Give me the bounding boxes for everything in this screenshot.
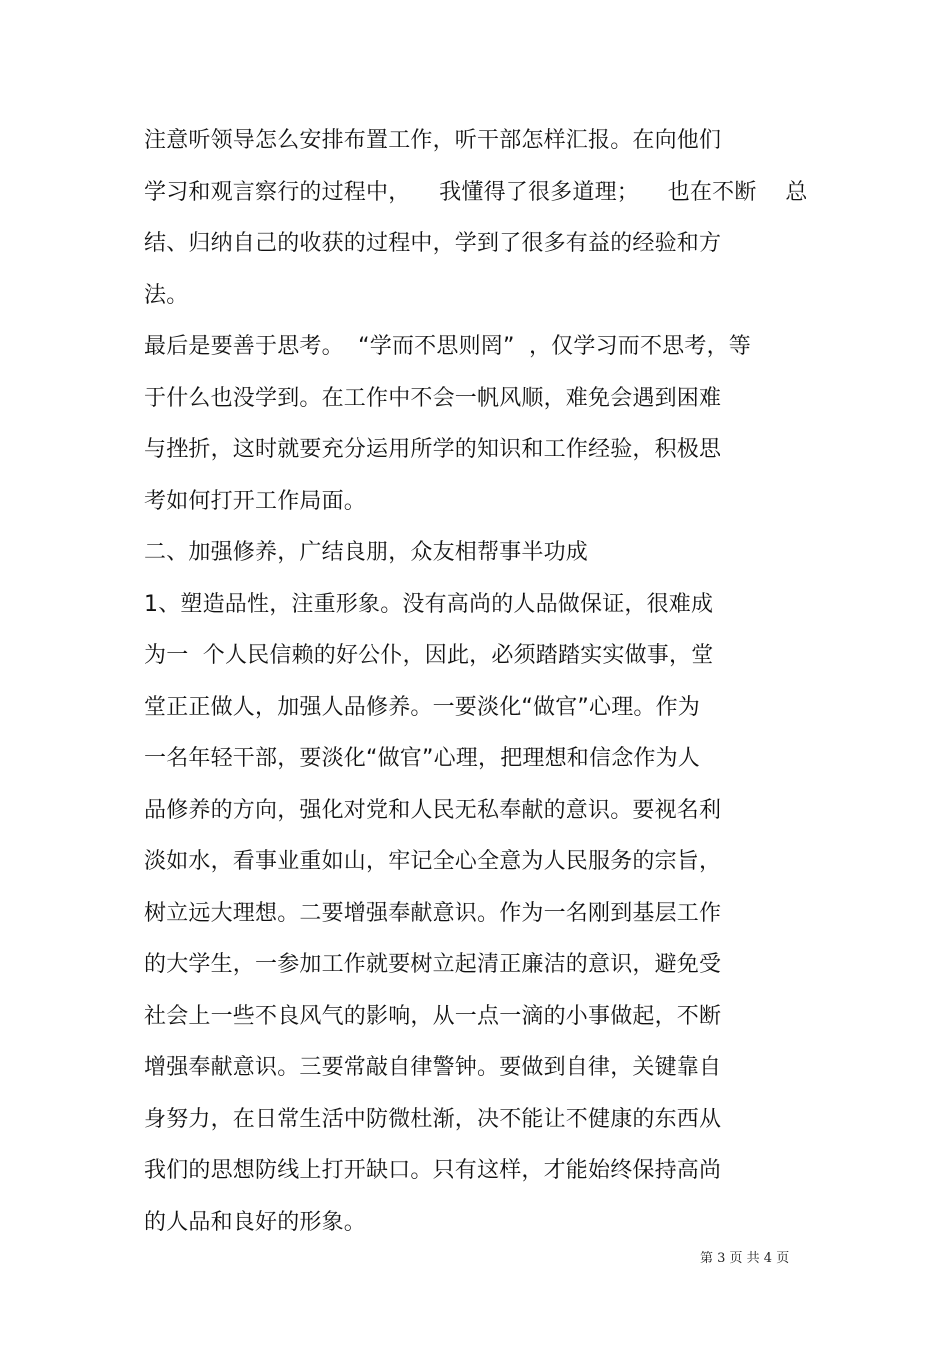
text-line: 1、塑造品性，注重形象。没有高尚的人品做保证，很难成 <box>144 591 714 617</box>
section-heading: 二、加强修养，广结良朋，众友相帮事半功成 <box>144 540 589 565</box>
text-line: 一名年轻干部，要淡化“做官”心理，把理想和信念作为人 <box>144 746 700 771</box>
text-line: 法。 <box>144 282 189 308</box>
text-line: 淡如水，看事业重如山，牢记全心全意为人民服务的宗旨， <box>144 849 722 874</box>
text-line: 为一 个人民信赖的好公仆，因此，必须踏踏实实做事，堂 <box>144 643 714 668</box>
text-line: 树立远大理想。二要增强奉献意识。作为一名刚到基层工作 <box>144 900 722 926</box>
page-number-footer: 第 3 页 共 4 页 <box>700 1251 790 1266</box>
text-line: 考如何打开工作局面。 <box>144 488 367 514</box>
text-line: 于什么也没学到。在工作中不会一帆风顺，难免会遇到困难 <box>144 385 722 411</box>
text-line: 注意听领导怎么安排布置工作，听干部怎样汇报。在向他们 <box>144 128 722 153</box>
text-line: 的人品和良好的形象。 <box>144 1209 367 1235</box>
body-text <box>144 121 844 1254</box>
text-line: 的大学生，一参加工作就要树立起清正廉洁的意识，避免受 <box>144 952 722 977</box>
text-line: 最后是要善于思考。 “学而不思则罔” ，仅学习而不思考，等 <box>144 334 751 359</box>
text-line: 品修养的方向，强化对党和人民无私奉献的意识。要视名利 <box>144 797 722 823</box>
text-line: 结、归纳自己的收获的过程中，学到了很多有益的经验和方 <box>144 231 722 256</box>
text-line: 我们的思想防线上打开缺口。只有这样，才能始终保持高尚 <box>144 1158 722 1183</box>
text-line: 社会上一些不良风气的影响，从一点一滴的小事做起，不断 <box>144 1003 722 1029</box>
text-line: 增强奉献意识。三要常敲自律警钟。要做到自律，关键靠自 <box>144 1055 722 1080</box>
text-line: 与挫折，这时就要充分运用所学的知识和工作经验，积极思 <box>144 437 722 462</box>
text-line: 堂正正做人，加强人品修养。一要淡化“做官”心理。作为 <box>144 694 700 720</box>
text-line: 身努力，在日常生活中防微杜渐，决不能让不健康的东西从 <box>144 1106 722 1132</box>
text-line: 学习和观言察行的过程中， 我懂得了很多道理； 也在不断 总 <box>144 179 808 205</box>
